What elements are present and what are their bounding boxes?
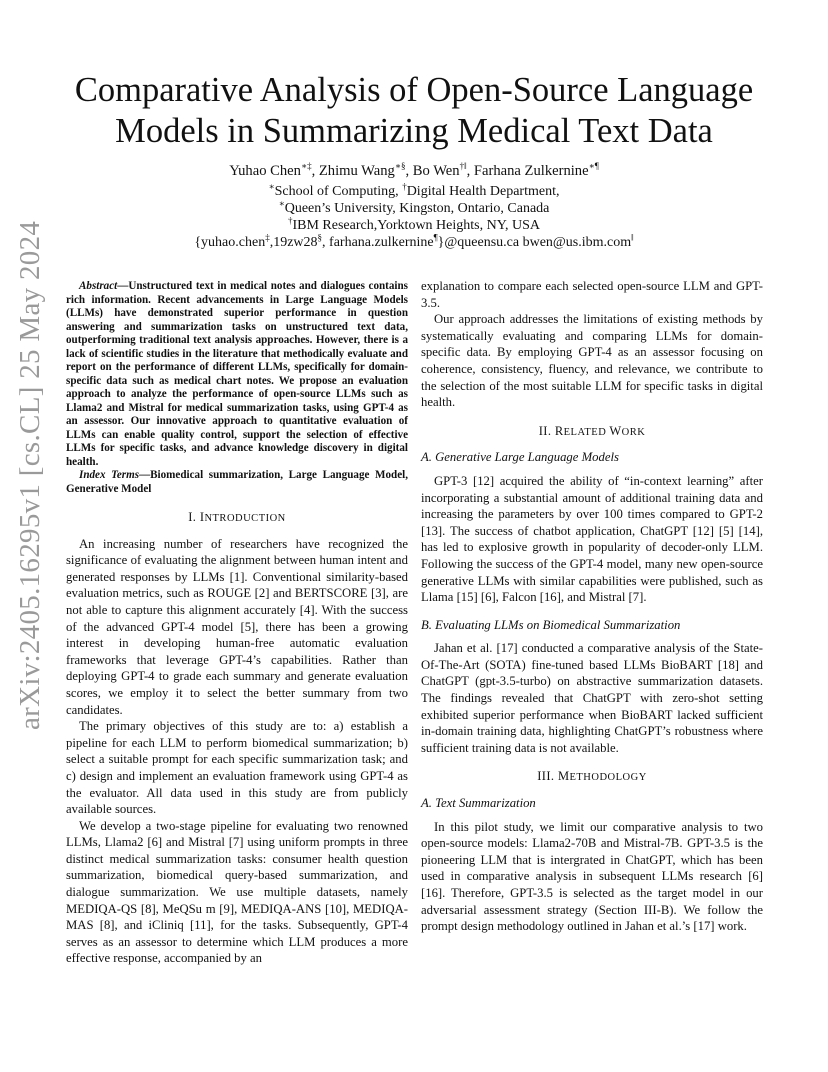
affil-mark: ∗¶: [588, 161, 599, 172]
affil-mark: ∗§: [394, 161, 406, 172]
paragraph: Jahan et al. [17] conducted a comparative analysis of the State-Of-The-Art (SOTA) fine-tuned based LLMs BioBART [18] and ChatGPT (gpt-3.5-turbo) on abstractive summarization datasets. The findings revealed that ChatGPT with zero-shot setting exhibited superior performance when BioBART lacked sufficient in-domain training data, highlighting ChatGPT’s robustness where sufficient training data is not available.: [421, 641, 763, 755]
section-heading-related-work: II. RELATED WORK: [538, 423, 646, 438]
affil-mark: ∗‡: [300, 161, 312, 172]
subsection-heading: B. Evaluating LLMs on Biomedical Summarization: [421, 617, 681, 632]
affil-mark: †‖: [459, 161, 467, 172]
arxiv-identifier: arXiv:2405.16295v1 [cs.CL] 25 May 2024: [14, 220, 46, 730]
author-name: Yuhao Chen: [229, 163, 301, 179]
paragraph: In this pilot study, we limit our comparative analysis to two open-source models: Llama2-70B and Mistral-7B. GPT-3.5 is the pioneering LLM that is intergrated in ChatGPT, which has been used in comparative analysis in subsequent LLMs research [6] [16]. Therefore, GPT-3.5 is selected as the target model in our adversarial assessment strategy (Section III-B). We follow the prompt design methodology outlined in Jahan et al.’s [17] work.: [421, 819, 763, 934]
paragraph: GPT-3 [12] acquired the ability of “in-context learning” after incorporating a substantial amount of additional training data and increasing the parameters by over 100 times compared to GPT-2 [13]. The success of chatbot application, ChatGPT [12] [5] [14], has led to explosive growth in popularity of decoder-only LLM. Following the success of the GPT-4 model, many new open-source generative LLMs with similar capabilities were published, such as Llama [15] [6], Falcon [16], and Mistral [7].: [421, 473, 763, 605]
affiliation-3: †IBM Research,Yorktown Heights, NY, USA: [287, 215, 541, 233]
right-column: [421, 278, 763, 935]
author-block: [60, 163, 768, 251]
paragraph: An increasing number of researchers have recognized the significance of evaluating the alignment between human intent and generated responses by LLMs [1]. Conventional similarity-based evaluation metrics, such as ROUGE [2] and BERTSCORE [3], are not able to capture this alignment accurately [4]. With the success of the advanced GPT-4 model [5], there has been a growing interest in developing human-free automatic evaluation frameworks that leverage GPT-4’s capabilities. Rather than deploying GPT-4 to grade each summary and generate evaluation scores, we employ it to select the better summary from two candidates.: [66, 536, 408, 717]
paragraph: We develop a two-stage pipeline for evaluating two renowned LLMs, Llama2 [6] and Mistral [7] using uniform prompts in three distinct medical summarization tasks: consumer health question summarization, biomedical query-based summarization, and dialogue summarization. We use multiple datasets, namely MEDIQA-QS [8], MeQSu m [9], MEDIQA-ANS [10], MEDIQA-MAS [8], and iCliniq [11], for the tasks. Subsequently, GPT-4 serves as an assessor to determine which LLM produces a more effective response, accompanied by an: [66, 818, 408, 966]
section-heading-methodology: III. METHODOLOGY: [537, 769, 647, 784]
subsection-heading: A. Text Summarization: [421, 796, 536, 811]
affiliation-2: ∗Queen’s University, Kingston, Ontario, Canada: [278, 198, 550, 216]
paper-title: [60, 70, 768, 152]
title-line-1: Comparative Analysis of Open-Source Language: [74, 71, 754, 109]
author-name: , Farhana Zulkernine: [466, 163, 589, 179]
index-terms: —Biomedical summarization, Large Language Model, Generative Model: [66, 469, 408, 495]
paragraph: Our approach addresses the limitations of existing methods by systematically evaluating and comparing LLMs for domain-specific data. By employing GPT-4 as an assessor focusing on coherence, consistency, fluency, and relevance, we contribute to the selection of the most suitable LLM for specific tasks in digital health.: [421, 312, 763, 410]
author-name: , Zhimu Wang: [311, 163, 395, 179]
section-heading-introduction: I. INTRODUCTION: [188, 510, 286, 524]
author-names: [60, 163, 768, 180]
abstract-text: —Unstructured text in medical notes and dialogues contains rich information. Recent advancements in Large Language Models (LLMs) have demonstrated superior performance in question answering and summarization tasks on unstructured text data, outperforming traditional text analysis approaches. However, there is a lack of scientific studies in the literature that methodically evaluate and report on the performance of different LLMs, specifically for domain-specific data such as medical chart notes. We propose an evaluation approach to analyze the performance of open-source LLMs such as Llama2 and Mistral for medical summarization tasks, using GPT-4 as an assessor. Our innovative approach to quantitative evaluation of LLMs can enable quality control, support the selection of effective LLMs for specific tasks, and advance knowledge discovery in digital health.: [66, 280, 408, 468]
author-name: , Bo Wen: [405, 163, 460, 179]
abstract-label: Abstract: [79, 280, 118, 292]
subsection-heading: A. Generative Large Language Models: [421, 450, 619, 465]
left-column: [66, 280, 408, 967]
abstract: [66, 280, 408, 496]
paragraph: The primary objectives of this study are to: a) establish a pipeline for each LLM to perform biomedical summarization; b) select a suitable prompt for each specific summarization task; and c) design and implement an evaluation framework using GPT-4 as the evaluator. All data used in this study are from publicly available sources.: [66, 719, 408, 817]
title-line-2: Models in Summarizing Medical Text Data: [115, 112, 713, 150]
index-terms-label: Index Terms: [79, 469, 140, 481]
author-emails: {yuhao.chen‡,19zw28§, farhana.zulkernine¶}@queensu.ca bwen@us.ibm.com‖: [194, 232, 634, 250]
affiliation-1: ∗School of Computing, †Digital Health Department,: [268, 181, 560, 199]
paragraph: explanation to compare each selected open-source LLM and GPT-3.5.: [421, 279, 763, 310]
